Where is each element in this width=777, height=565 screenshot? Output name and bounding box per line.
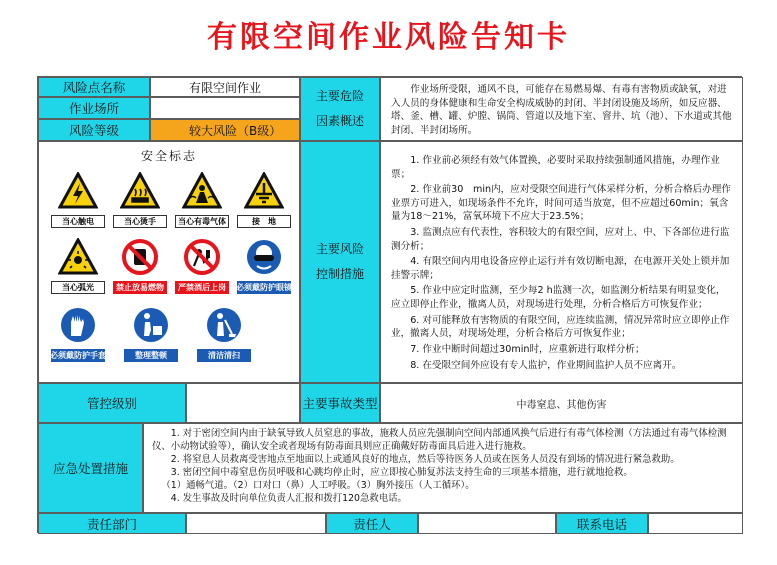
sign-no-flammable — [113, 238, 167, 294]
control-measures-text — [380, 141, 743, 383]
electric-shock-warning-icon — [58, 172, 98, 210]
control-item: 7. 作业中断时间超过30min时，应重新进行取样分析； — [410, 343, 645, 355]
sign-toxic-gas — [175, 172, 229, 228]
sign-caption: 当心触电 — [51, 215, 105, 228]
risk-level-label: 风险等级 — [38, 119, 150, 141]
sign-no-drunk-entry — [175, 238, 229, 294]
responsible-dept-value — [186, 513, 326, 534]
main-hazard-label-line1: 主要危险 — [315, 89, 364, 103]
sign-gloves-required — [51, 306, 105, 362]
sign-caption: 当心弧光 — [51, 281, 105, 294]
hot-surface-warning-icon — [120, 172, 160, 210]
safety-signs-title: 安全标志 — [140, 149, 197, 163]
main-hazard-label — [300, 77, 380, 141]
contact-phone-value — [648, 513, 743, 534]
sign-caption: 整理整顿 — [124, 349, 178, 362]
emergency-label: 应急处置措施 — [38, 423, 143, 513]
risk-card — [37, 76, 742, 533]
control-level-value — [186, 383, 300, 423]
sign-caption: 当心烫手 — [113, 215, 167, 228]
tidy-up-icon — [131, 306, 171, 344]
accident-type-value: 中毒窒息、其他伤害 — [380, 383, 743, 423]
responsible-person-value — [418, 513, 556, 534]
sign-caption: 当心有毒气体 — [175, 215, 229, 228]
emergency-item: 3. 密闭空间中毒窒息伤员呼吸和心跳均停止时，应立即按心肺复苏法支持生命的三项基本措施，进行就地抢救。 — [170, 466, 633, 478]
risk-point-value: 有限空间作业 — [150, 77, 300, 97]
no-drunk-entry-icon — [182, 238, 222, 276]
workplace-label: 作业场所 — [38, 97, 150, 119]
control-item: 3. 监测点应有代表性，容积较大的有限空间，应对上、中、下各部位进行监测分析； — [391, 227, 730, 252]
sign-caption: 接 地 — [237, 215, 291, 228]
clean-up-icon — [204, 306, 244, 344]
sign-caption: 禁止放易燃物 — [113, 281, 167, 294]
accident-type-label: 主要事故类型 — [300, 383, 380, 423]
goggles-required-icon — [244, 238, 284, 276]
control-label-line1: 主要风险 — [315, 242, 364, 256]
contact-phone-label: 联系电话 — [556, 513, 648, 534]
emergency-item: 4. 发生事故及时向单位负责人汇报和拨打120急救电话。 — [170, 492, 407, 504]
sign-caption: 必须戴防护眼镜 — [236, 283, 292, 292]
emergency-text — [143, 423, 743, 513]
page-title: 有限空间作业风险告知卡 — [207, 20, 570, 55]
control-item: 4. 有限空间内用电设备应停止运行并有效切断电源，在电源开关处上锁并加挂警示牌； — [391, 256, 730, 281]
main-hazard-label-line2: 因素概述 — [315, 114, 364, 128]
arc-light-warning-icon — [58, 238, 98, 276]
risk-point-label: 风险点名称 — [38, 77, 150, 97]
sign-tidy-up — [124, 306, 178, 362]
workplace-value — [150, 97, 300, 119]
responsible-dept-label: 责任部门 — [38, 513, 186, 534]
sign-electric-shock — [51, 172, 105, 228]
sign-hot-surface — [113, 172, 167, 228]
control-item: 5. 作业中应定时监测，至少每2 h监测一次，如监测分析结果有明显变化，应立即停止作业，撤离人员，对现场进行处理，分析合格后方可恢复作业； — [391, 285, 726, 311]
main-hazard-text: 作业场所受限，通风不良，可能存在易燃易爆、有毒有害物质或缺氧，对进入人员的身体健康和生命安全构成威胁的封闭、半封闭设施及场所，如反应器、塔、釜、槽、罐、炉膛、锅筒、管道以及地下室、窨井、坑（池）、下水道或其他封闭、半封闭场所。 — [380, 77, 743, 141]
emergency-item: 2. 将窒息人员救离受害地点至地面以上或通风良好的地点，然后等待医务人员或在医务人员没有到场的情况进行紧急救助。 — [170, 453, 680, 465]
sign-caption: 必须戴防护手套 — [50, 351, 106, 360]
sign-caption: 清洁清扫 — [197, 349, 251, 362]
ground-warning-icon — [244, 172, 284, 210]
sign-arc-light — [51, 238, 105, 294]
control-label-line2: 控制措施 — [315, 267, 364, 281]
control-item: 1. 作业前必须经有效气体置换，必要时采取持续强制通风措施，办理作业票； — [391, 155, 720, 180]
gloves-required-icon — [58, 306, 98, 344]
safety-signs-panel — [38, 141, 300, 383]
control-item: 6. 对可能释放有害物质的有限空间，应连续监测，情况异常时应立即停止作业，撤离人员，对现场处理，分析合格后方可恢复作业； — [391, 314, 730, 340]
risk-level-value: 较大风险（B级） — [150, 119, 300, 141]
control-item: 2. 作业前30 min内，应对受限空间进行气体采样分析，分析合格后办理作业票方可进入，如现场条件不允许，时间可适当放宽，但不应超过60min；氧含量为18～21%，富氧环境下不应大于23.5%； — [391, 184, 731, 223]
sign-goggles-required — [237, 238, 291, 294]
responsible-person-label: 责任人 — [326, 513, 418, 534]
sign-clean-up — [197, 306, 251, 362]
no-flammable-icon — [120, 238, 160, 276]
control-level-label: 管控级别 — [38, 383, 186, 423]
control-measures-label — [300, 141, 380, 383]
sign-ground — [237, 172, 291, 228]
control-item: 8. 在受限空间外应设有专人监护，作业期间监护人员不应离开。 — [410, 359, 682, 371]
toxic-gas-warning-icon — [182, 172, 222, 210]
sign-caption: 严禁酒后上岗 — [175, 281, 229, 294]
emergency-item: 1. 对于密闭空间内由于缺氧导致人员窒息的事故，施救人员应先强制向空间内部通风换气后进行有毒气体检测（方法通过有毒气体检测仪、小动物试验等），确认安全或者现场有防毒面具则应正确戴好防毒面具后进入进行施救。 — [152, 428, 727, 452]
emergency-item: （1）通畅气道。（2）口对口（鼻）人工呼吸。（3）胸外接压（人工循环）。 — [161, 479, 475, 491]
